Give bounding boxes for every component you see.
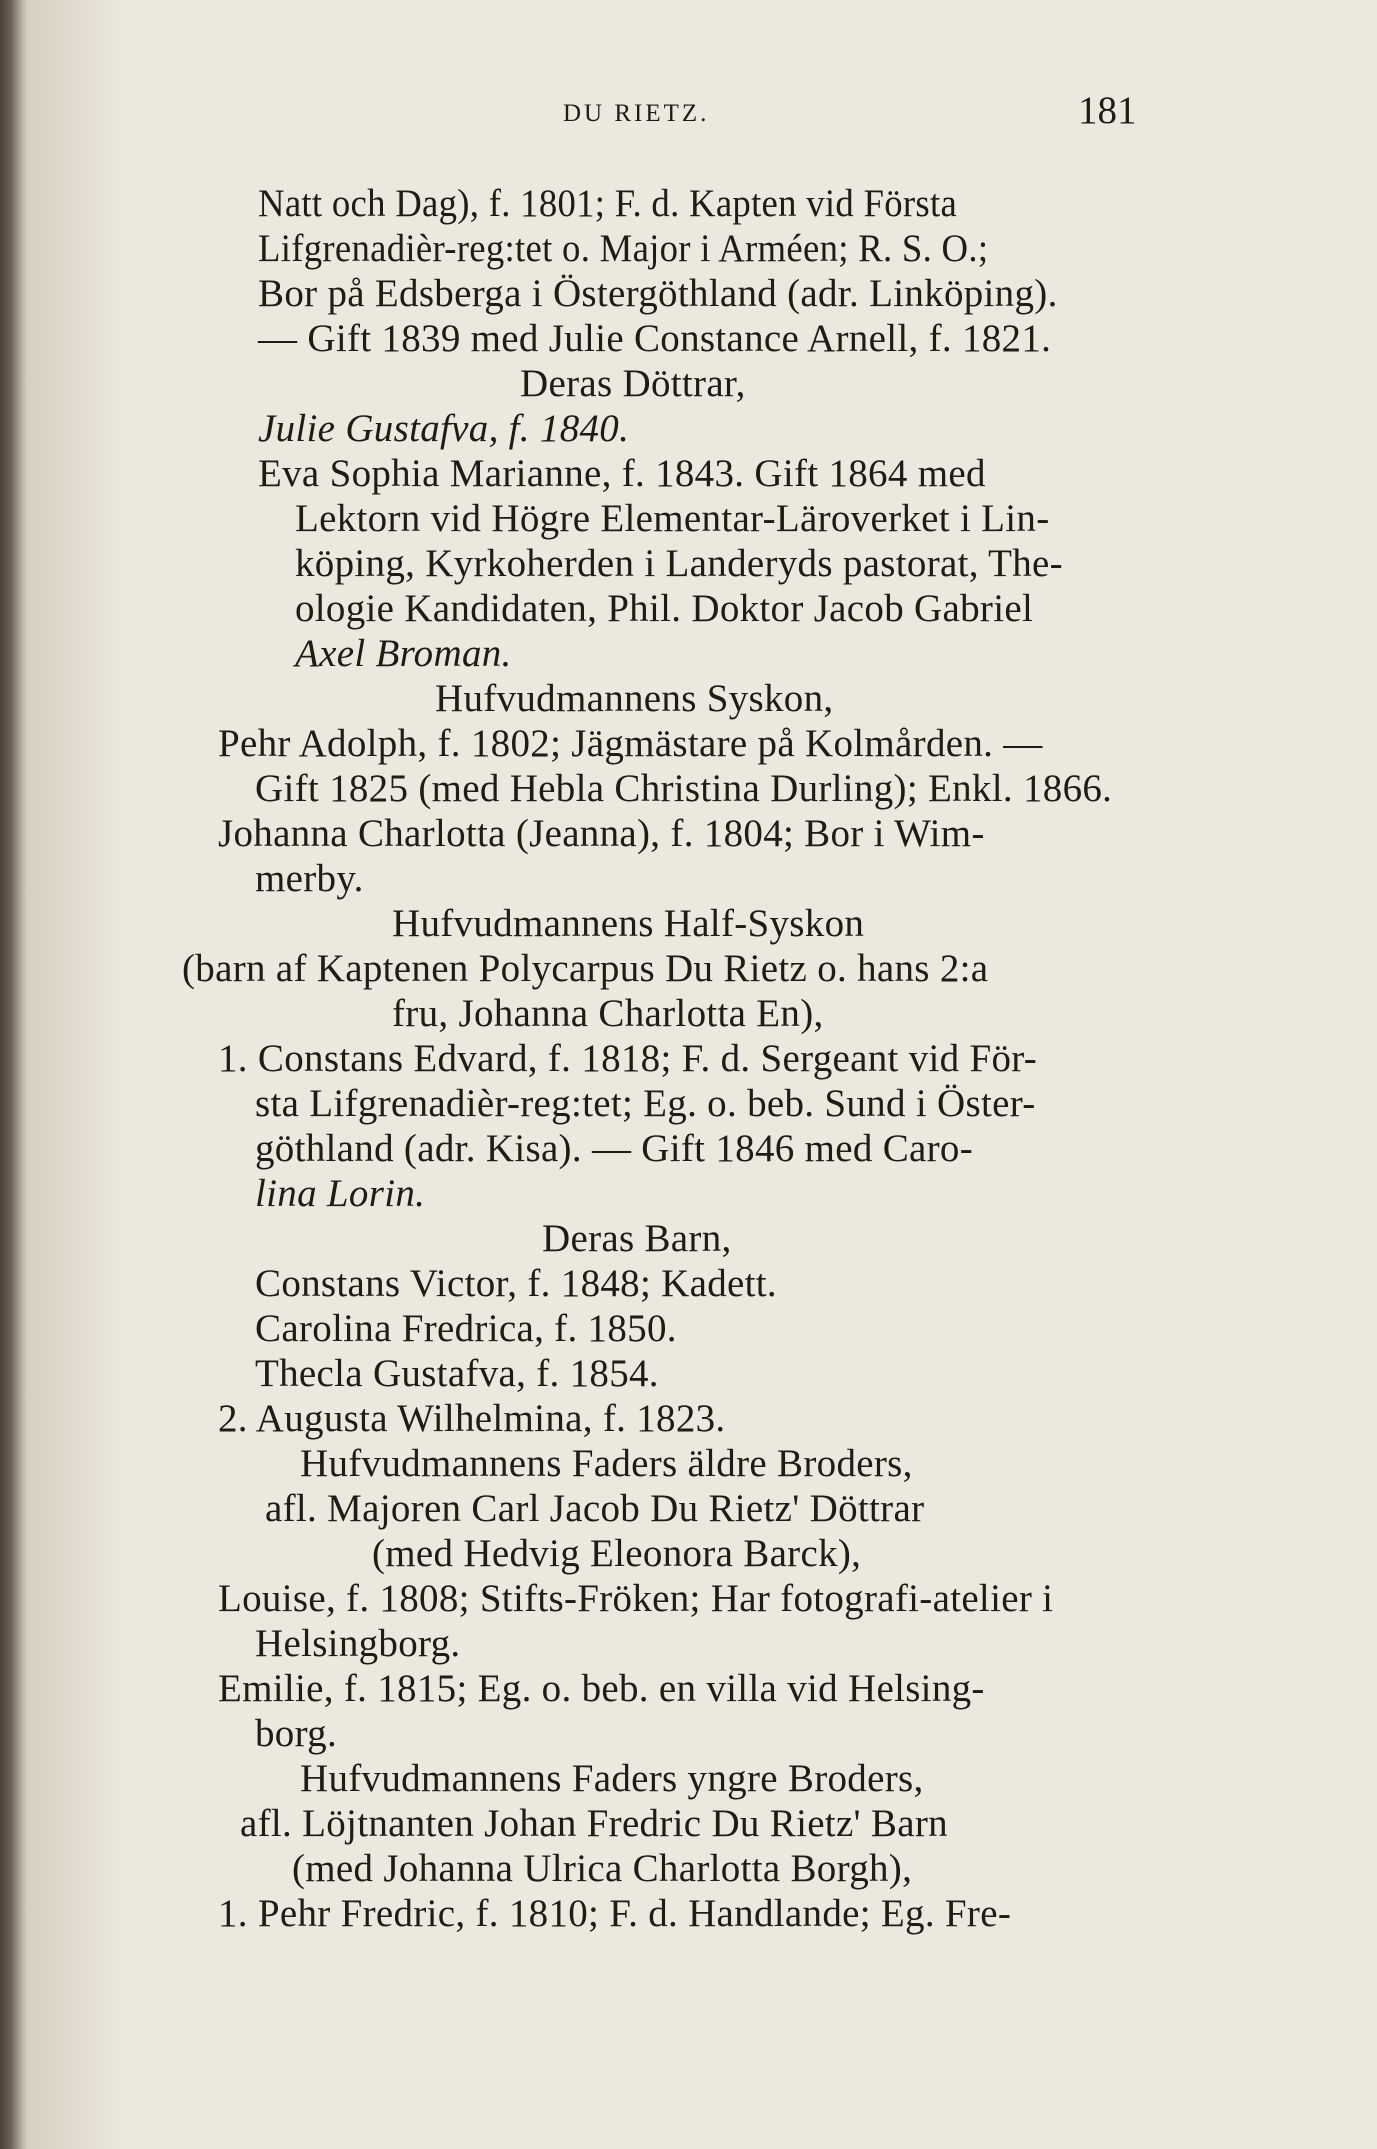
text-line: Helsingborg. xyxy=(255,1622,461,1665)
text-line: Louise, f. 1808; Stifts-Fröken; Har fotografi-atelier i xyxy=(218,1577,1054,1620)
text-line: Thecla Gustafva, f. 1854. xyxy=(255,1352,659,1395)
page-number: 181 xyxy=(1078,89,1137,132)
section-heading: (med Hedvig Eleonora Barck), xyxy=(372,1532,862,1575)
text-line: Bor på Edsberga i Östergöthland (adr. Linköping). xyxy=(258,272,1058,315)
text-line: sta Lifgrenadièr-reg:tet; Eg. o. beb. Sund i Öster- xyxy=(255,1082,1036,1125)
section-heading: Hufvudmannens Syskon, xyxy=(435,677,834,720)
text-line: Axel Broman. xyxy=(295,632,512,675)
text-line: lina Lorin. xyxy=(255,1172,426,1215)
section-heading: (med Johanna Ulrica Charlotta Borgh), xyxy=(292,1847,913,1890)
text-line: Carolina Fredrica, f. 1850. xyxy=(255,1307,677,1350)
text-line: Natt och Dag), f. 1801; F. d. Kapten vid Första xyxy=(258,182,958,225)
text-line: Constans Victor, f. 1848; Kadett. xyxy=(255,1262,777,1305)
text-line: merby. xyxy=(255,857,364,900)
section-heading: afl. Löjtnanten Johan Fredric Du Rietz' Barn xyxy=(240,1802,948,1845)
text-line: Johanna Charlotta (Jeanna), f. 1804; Bor i Wim- xyxy=(218,812,985,855)
text-line: 1. Pehr Fredric, f. 1810; F. d. Handlande; Eg. Fre- xyxy=(218,1892,1012,1935)
section-heading: Hufvudmannens Half-Syskon xyxy=(392,902,865,945)
text-line: 2. Augusta Wilhelmina, f. 1823. xyxy=(218,1397,726,1440)
text-line: 1. Constans Edvard, f. 1818; F. d. Sergeant vid För- xyxy=(218,1037,1038,1080)
text-line: Emilie, f. 1815; Eg. o. beb. en villa vid Helsing- xyxy=(218,1667,985,1710)
text-line: Lektorn vid Högre Elementar-Läroverket i Lin- xyxy=(295,497,1050,540)
section-heading: Hufvudmannens Faders äldre Broders, xyxy=(300,1442,913,1485)
text-line: Eva Sophia Marianne, f. 1843. Gift 1864 med xyxy=(258,452,986,495)
text-line: Julie Gustafva, f. 1840. xyxy=(258,407,630,450)
section-heading: Hufvudmannens Faders yngre Broders, xyxy=(300,1757,924,1800)
text-line: köping, Kyrkoherden i Landeryds pastorat, The- xyxy=(295,542,1063,585)
text-line: fru, Johanna Charlotta En), xyxy=(392,992,824,1035)
section-heading: Deras Döttrar, xyxy=(520,362,746,405)
section-heading: afl. Majoren Carl Jacob Du Rietz' Döttrar xyxy=(265,1487,925,1530)
running-title: DU RIETZ. xyxy=(563,100,710,127)
text-line: borg. xyxy=(255,1712,338,1755)
text-line: ologie Kandidaten, Phil. Doktor Jacob Gabriel xyxy=(295,587,1034,630)
text-line: Pehr Adolph, f. 1802; Jägmästare på Kolmården. — xyxy=(218,722,1043,765)
text-line: (barn af Kaptenen Polycarpus Du Rietz o. hans 2:a xyxy=(182,947,989,990)
section-heading: Deras Barn, xyxy=(542,1217,732,1260)
text-line: Gift 1825 (med Hebla Christina Durling); Enkl. 1866. xyxy=(255,767,1113,810)
text-line: — Gift 1839 med Julie Constance Arnell, f. 1821. xyxy=(258,317,1052,360)
text-line: Lifgrenadièr-reg:tet o. Major i Arméen; R. S. O.; xyxy=(258,227,989,270)
text-line: göthland (adr. Kisa). — Gift 1846 med Caro- xyxy=(255,1127,974,1170)
